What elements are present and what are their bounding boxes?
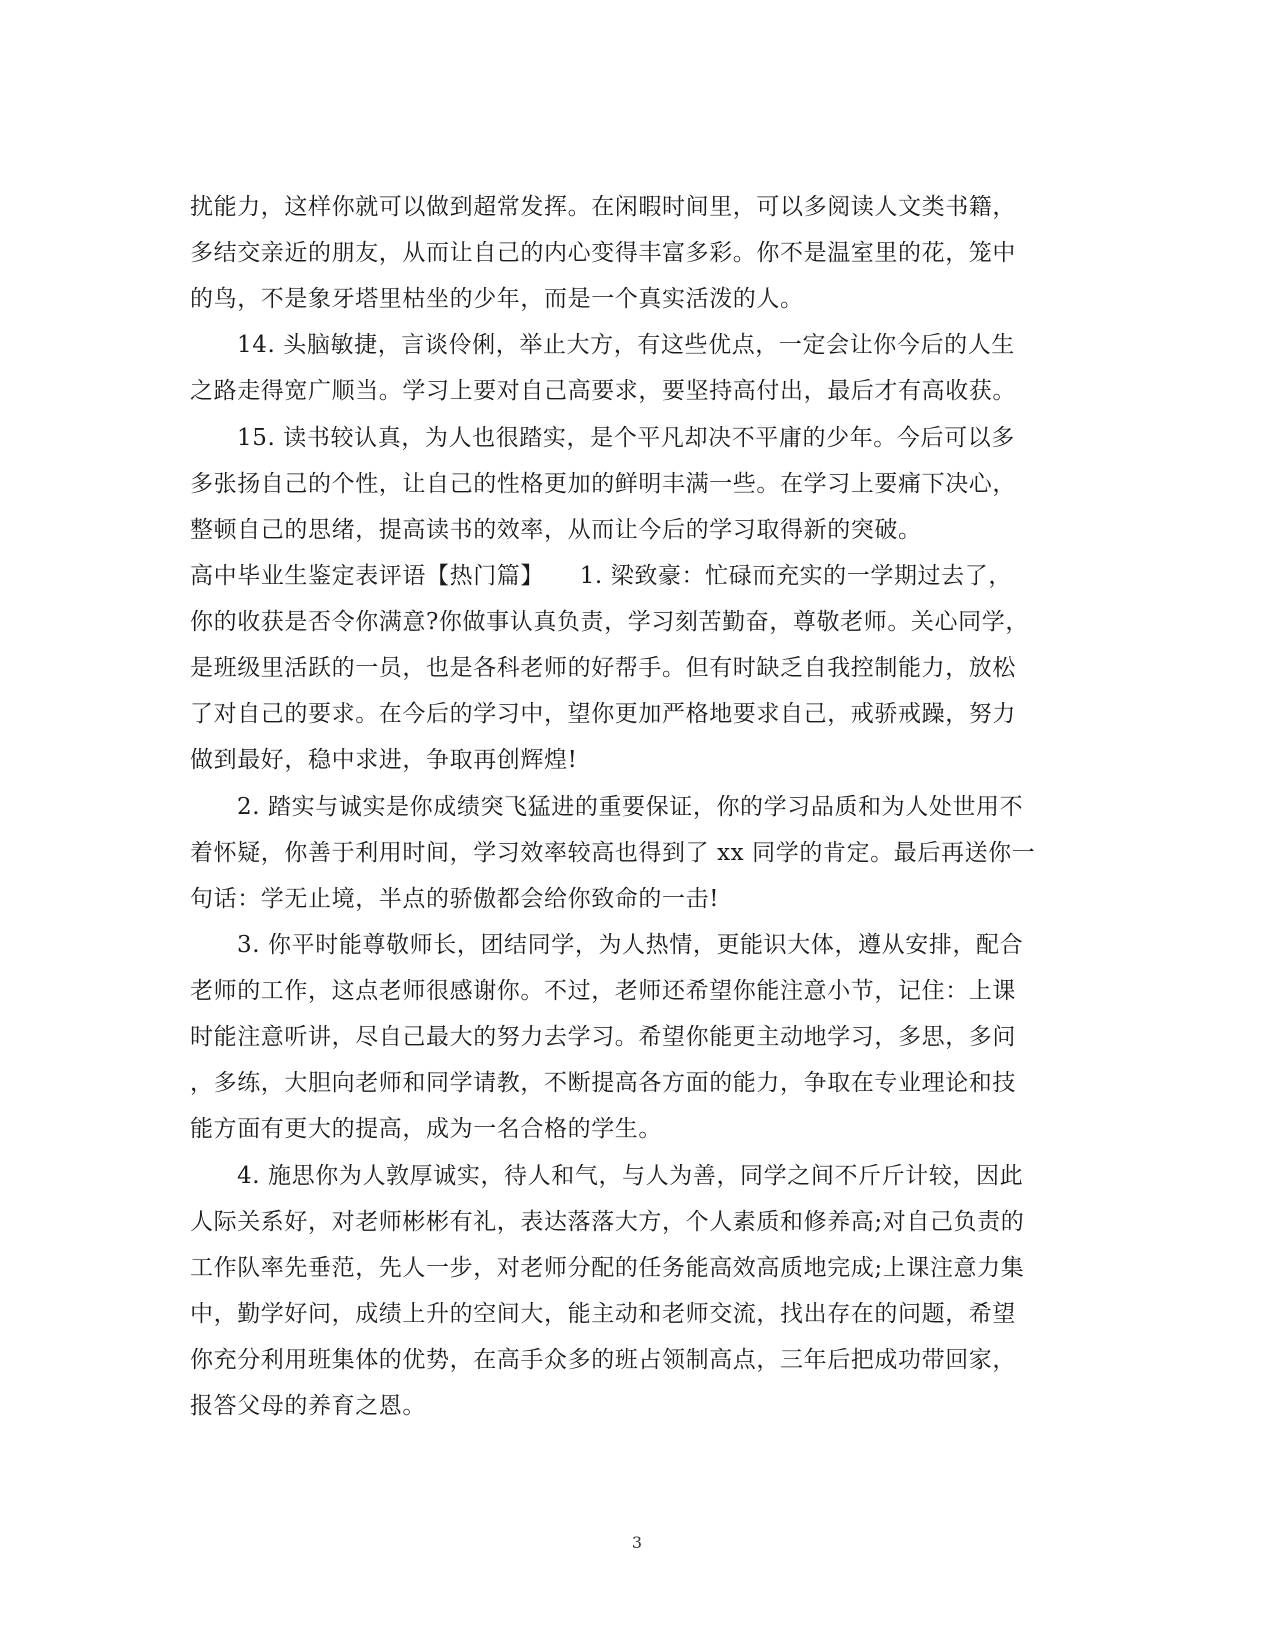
paragraph-start-line: 3. 你平时能尊敬师长，团结同学，为人热情，更能识大体，遵从安排，配合 [237,932,1024,958]
text-line: 你的收获是否令你满意?你做事认真负责，学习刻苦勤奋，尊敬老师。关心同学， [190,609,1029,635]
text-line: 扰能力，这样你就可以做到超常发挥。在闲暇时间里，可以多阅读人文类书籍， [190,194,1016,220]
text-line: 工作队率先垂范，先人一步，对老师分配的任务能高效高质地完成;上课注意力集 [190,1255,1025,1281]
paragraph-start-line: 14. 头脑敏捷，言谈伶俐，举止大方，有这些优点，一定会让你今后的人生 [237,332,1015,358]
text-line: 是班级里活跃的一员，也是各科老师的好帮手。但有时缺乏自我控制能力，放松 [190,655,1016,681]
paragraph-start-line: 2. 踏实与诚实是你成绩突飞猛进的重要保证，你的学习品质和为人处世用不 [237,794,1024,820]
text-line: 时能注意听讲，尽自己最大的努力去学习。希望你能更主动地学习，多思，多问 [190,1024,1016,1050]
text-line: 人际关系好，对老师彬彬有礼，表达落落大方，个人素质和修养高;对自己负责的 [190,1209,1025,1235]
text-line: 做到最好，稳中求进，争取再创辉煌! [190,747,578,773]
text-line: 多结交亲近的朋友，从而让自己的内心变得丰富多彩。你不是温室里的花，笼中 [190,240,1016,266]
text-line: 整顿自己的思绪，提高读书的效率，从而让今后的学习取得新的突破。 [190,517,922,543]
text-line: 中，勤学好问，成绩上升的空间大，能主动和老师交流，找出存在的问题，希望 [190,1301,1016,1327]
text-line: 着怀疑，你善于利用时间，学习效率较高也得到了 xx 同学的肯定。最后再送你一 [190,840,1036,866]
text-line: 了对自己的要求。在今后的学习中，望你更加严格地要求自己，戒骄戒躁，努力 [190,701,1016,727]
page-number: 3 [631,1533,643,1552]
text-line: 老师的工作，这点老师很感谢你。不过，老师还希望你能注意小节，记住：上课 [190,978,1016,1004]
text-line: 能方面有更大的提高，成为一名合格的学生。 [190,1116,662,1142]
text-line: ，多练，大胆向老师和同学请教，不断提高各方面的能力，争取在专业理论和技 [190,1070,1016,1096]
text-line: 报答父母的养育之恩。 [190,1393,426,1419]
text-line: 你充分利用班集体的优势，在高手众多的班占领制高点，三年后把成功带回家， [190,1347,1016,1373]
section-heading-line: 高中毕业生鉴定表评语【热门篇】 1. 梁致豪：忙碌而充实的一学期过去了， [190,563,1012,589]
paragraph-start-line: 15. 读书较认真，为人也很踏实，是个平凡却决不平庸的少年。今后可以多 [237,425,1015,451]
paragraph-start-line: 4. 施思你为人敦厚诚实，待人和气，与人为善，同学之间不斤斤计较，因此 [237,1163,1024,1189]
text-line: 句话：学无止境，半点的骄傲都会给你致命的一击! [190,886,720,912]
text-line: 之路走得宽广顺当。学习上要对自己高要求，要坚持高付出，最后才有高收获。 [190,378,1016,404]
text-line: 多张扬自己的个性，让自己的性格更加的鲜明丰满一些。在学习上要痛下决心， [190,471,1016,497]
text-line: 的鸟，不是象牙塔里枯坐的少年，而是一个真实活泼的人。 [190,286,804,312]
